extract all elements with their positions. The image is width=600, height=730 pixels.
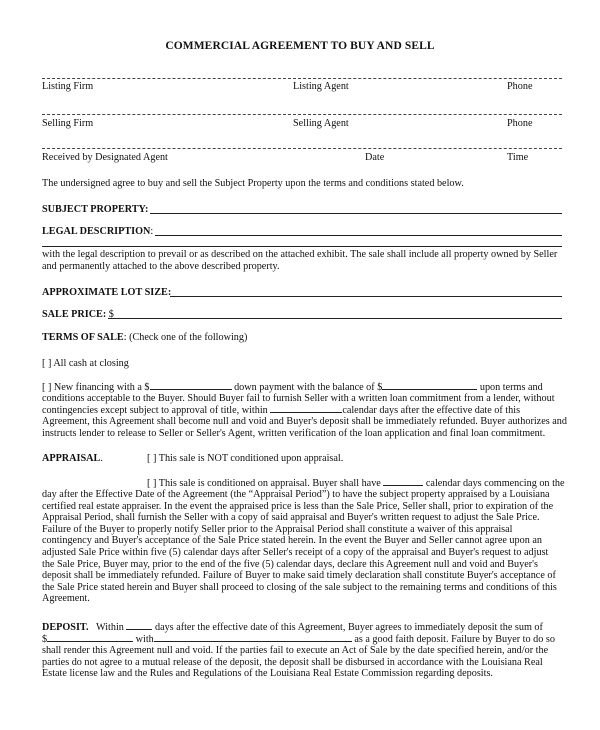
deposit-text-c: as a good faith deposit. Failure by Buyer to do so [354, 634, 555, 645]
lot-size-field[interactable] [170, 296, 562, 297]
appraisal-cond-checkbox[interactable]: [ ] [147, 478, 157, 489]
legal-description-text: with the legal description to prevail or as described on the attached exhibit. The sale shall include all property owned by Seller and permanently attached to the above described property. [42, 249, 558, 272]
received-by-label: Received by Designated Agent [42, 152, 168, 163]
listing-firm-label: Listing Firm [42, 81, 94, 92]
page-title: COMMERCIAL AGREEMENT TO BUY AND SELL [165, 40, 435, 52]
date-label: Date [365, 152, 385, 163]
deposit-body: shall render this Agreement null and void. If the parties fail to execute an Act of Sale by the date specified herein, and/or the parties do not agree to a mutual release of the deposit, the deposit shall be disbursed in accordance with the Louisiana Real Estate license law and the Rules and Regulations of the Louisiana Real Estate Commission regarding deposits. [42, 645, 549, 680]
legal-description-field[interactable] [155, 235, 562, 236]
appraisal-heading [42, 453, 103, 464]
deposit-days-field[interactable] [126, 621, 152, 630]
option-cash-row [42, 358, 129, 369]
deposit-label: DEPOSIT. [42, 622, 89, 633]
deposit-currency: $ [42, 634, 48, 645]
intro-text: The undersigned agree to buy and sell the Subject Property upon the terms and conditions stated below. [42, 178, 464, 189]
financing-line-4: Agreement, this Agreement shall become null and void and Buyer's deposit shall be immediately refunded. Buyer authorizes and [42, 416, 567, 427]
sale-price-label: SALE PRICE: [42, 309, 107, 320]
financing-text-1: New financing with a $ [53, 382, 150, 393]
financing-line-3b: calendar days after the effective date of this [342, 405, 521, 416]
legal-description-heading [42, 226, 153, 237]
financing-text-2: down payment with the balance of $ [234, 382, 383, 393]
time-label: Time [507, 152, 529, 163]
appraisal-not-text: This sale is NOT conditioned upon appraisal. [158, 453, 344, 464]
financing-text-3: upon terms and [479, 382, 543, 393]
appraisal-cond-row [147, 477, 565, 489]
listing-signature-line[interactable] [42, 78, 562, 79]
listing-phone-label: Phone [507, 81, 533, 92]
sale-price-currency: $ [108, 309, 114, 320]
appraisal-not-checkbox[interactable]: [ ] [147, 453, 157, 464]
appraisal-cond-text-a: This sale is conditioned on appraisal. Buyer shall have [158, 478, 381, 489]
deposit-within: Within [95, 622, 124, 633]
terms-of-sale-heading [42, 332, 247, 343]
selling-phone-label: Phone [507, 118, 533, 129]
selling-agent-label: Selling Agent [293, 118, 349, 129]
down-payment-field[interactable] [150, 381, 232, 390]
cash-checkbox[interactable]: [ ] [42, 358, 52, 369]
appraisal-label: APPRAISAL [42, 453, 101, 464]
appraisal-dot: . [100, 453, 103, 464]
terms-of-sale-instruction: : (Check one of the following) [123, 332, 248, 343]
financing-checkbox[interactable]: [ ] [42, 382, 52, 393]
option-financing-row [42, 381, 543, 393]
legal-description-label: LEGAL DESCRIPTION [42, 226, 151, 237]
cash-option-text: All cash at closing [53, 358, 129, 369]
deposit-amount-field[interactable] [47, 633, 133, 642]
sale-price-field[interactable] [108, 318, 562, 319]
balance-field[interactable] [382, 381, 477, 390]
deposit-row-2 [42, 633, 555, 645]
financing-days-field[interactable] [270, 404, 342, 413]
appraisal-days-field[interactable] [383, 477, 423, 486]
terms-of-sale-label: TERMS OF SALE [42, 332, 124, 343]
appraisal-not-row [147, 453, 343, 464]
deposit-row-1 [42, 621, 543, 633]
listing-agent-label: Listing Agent [293, 81, 349, 92]
financing-line-3 [42, 404, 520, 416]
subject-property-field[interactable] [150, 213, 562, 214]
deposit-holder-field[interactable] [154, 633, 352, 642]
sale-price-row [42, 309, 114, 320]
lot-size-label: APPROXIMATE LOT SIZE: [42, 287, 172, 298]
appraisal-body: day after the Effective Date of the Agreement (the “Appraisal Period”) to have the subject property appraised by a Louisiana certified real estate appraiser. In the event the appraised price is less than the Sale Price, Seller shall, prior to expiration of the Appraisal Period, shall furnish the Seller with a copy of said appraisal and Buyer's written request to adjust the Sale Price. Failure of the Buyer to properly notify Seller prior to the Appraisal Period shall constitute a waiver of this appraisal contingency and Buyer's acceptance of the Sale Price stated herein. In the event the Buyer and Seller cannot agree upon an adjusted Sale Price within five (5) calendar days after Seller's receipt of a copy of the appraisal and Buyer's request to adjust the Sale Price, Buyer may, prior to the end of the five (5) calendar days, declare this Agreement null and void and Buyer's deposit shall be immediately refunded. Failure of Buyer to make said timely declaration shall constitute Buyer's acceptance of the Sale Price stated herein and Buyer shall proceed to closing of the sale subject to the remaining terms and conditions of this Agreement. [42, 489, 557, 605]
selling-signature-line[interactable] [42, 114, 562, 115]
legal-description-field-2[interactable] [42, 246, 562, 247]
legal-description-colon: : [150, 226, 154, 237]
financing-line-2: conditions acceptable to the Buyer. Should Buyer fail to furnish Seller with a written loan commitment from a lender, without [42, 393, 555, 404]
received-signature-line[interactable] [42, 148, 562, 149]
deposit-with: with [135, 634, 154, 645]
deposit-text-b: days after the effective date of this Agreement, Buyer agrees to immediately deposit the sum of [154, 622, 543, 633]
subject-property-label: SUBJECT PROPERTY: [42, 204, 149, 215]
financing-line-5: instructs lender to release to Seller or Seller's Agent, written verification of the loan application and final loan commitment. [42, 428, 546, 439]
selling-firm-label: Selling Firm [42, 118, 94, 129]
financing-line-3a: contingencies except subject to approval of title, within [42, 405, 268, 416]
appraisal-cond-text-b: calendar days commencing on the [425, 478, 565, 489]
